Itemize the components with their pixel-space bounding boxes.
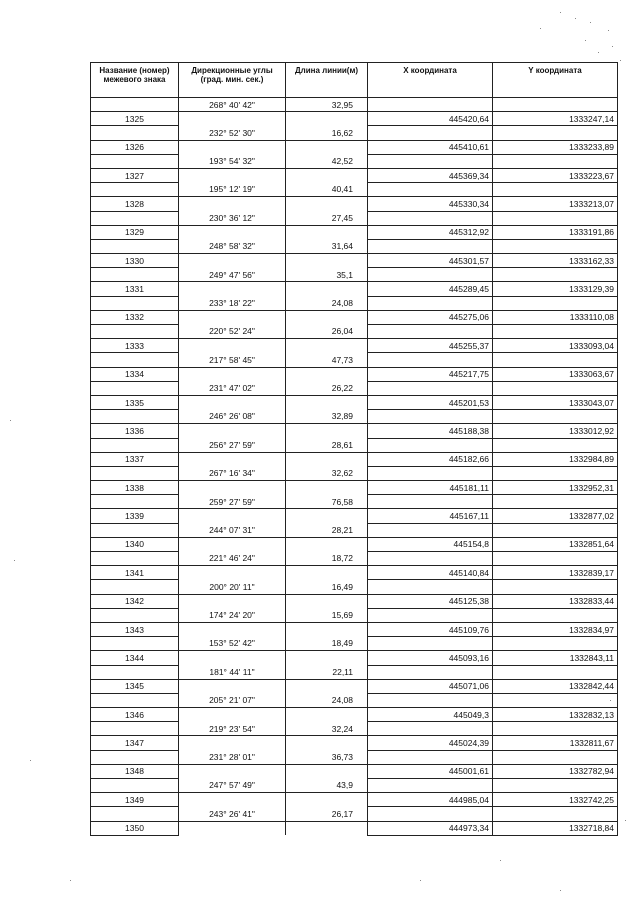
x-coordinate-cell: 445125,38 bbox=[368, 594, 493, 608]
y-coordinate-cell: 1332718,84 bbox=[493, 821, 618, 835]
x-coordinate-cell: 445049,3 bbox=[368, 708, 493, 722]
point-name-cell: 1347 bbox=[91, 736, 179, 750]
point-name-cell: 1335 bbox=[91, 395, 179, 409]
point-name-cell: 1346 bbox=[91, 708, 179, 722]
segment-row bbox=[91, 637, 618, 651]
x-coordinate-cell: 445312,92 bbox=[368, 225, 493, 239]
y-coordinate-cell: 1332742,25 bbox=[493, 793, 618, 807]
y-coordinate-cell: 1332877,02 bbox=[493, 509, 618, 523]
angle-cell: 219° 23' 54" bbox=[179, 722, 286, 736]
point-row bbox=[91, 566, 618, 580]
point-row bbox=[91, 708, 618, 722]
y-coordinate-cell: 1332782,94 bbox=[493, 764, 618, 778]
point-row bbox=[91, 339, 618, 353]
y-coordinate-cell: 1332839,17 bbox=[493, 566, 618, 580]
point-row bbox=[91, 594, 618, 608]
length-cell: 40,41 bbox=[286, 183, 368, 197]
length-cell: 28,21 bbox=[286, 523, 368, 537]
x-coordinate-cell: 445109,76 bbox=[368, 622, 493, 636]
segment-row bbox=[91, 381, 618, 395]
angle-cell: 249° 47' 56" bbox=[179, 268, 286, 282]
segment-row bbox=[91, 239, 618, 253]
length-cell: 42,52 bbox=[286, 154, 368, 168]
point-row bbox=[91, 481, 618, 495]
scan-speck bbox=[560, 890, 561, 891]
point-row bbox=[91, 282, 618, 296]
x-coordinate-cell: 444973,34 bbox=[368, 821, 493, 835]
scan-speck bbox=[575, 18, 576, 19]
y-coordinate-cell: 1332833,44 bbox=[493, 594, 618, 608]
length-cell: 36,73 bbox=[286, 750, 368, 764]
segment-row bbox=[91, 154, 618, 168]
scan-speck bbox=[30, 760, 31, 761]
scan-speck bbox=[500, 860, 501, 861]
point-row bbox=[91, 736, 618, 750]
point-name-cell: 1344 bbox=[91, 651, 179, 665]
angle-cell: 181° 44' 11" bbox=[179, 665, 286, 679]
scan-speck bbox=[10, 420, 11, 421]
point-row bbox=[91, 452, 618, 466]
table-header-row bbox=[91, 63, 618, 98]
x-coordinate-cell: 445024,39 bbox=[368, 736, 493, 750]
x-coordinate-cell: 445188,38 bbox=[368, 424, 493, 438]
x-coordinate-cell: 445071,06 bbox=[368, 679, 493, 693]
x-coordinate-cell: 445201,53 bbox=[368, 395, 493, 409]
point-name-cell: 1343 bbox=[91, 622, 179, 636]
scan-speck bbox=[14, 560, 15, 561]
point-row bbox=[91, 367, 618, 381]
segment-row bbox=[91, 495, 618, 509]
scan-speck bbox=[620, 60, 621, 61]
x-coordinate-cell: 445420,64 bbox=[368, 112, 493, 126]
point-row bbox=[91, 793, 618, 807]
point-name-cell: 1334 bbox=[91, 367, 179, 381]
point-name-cell: 1331 bbox=[91, 282, 179, 296]
angle-cell: 231° 28' 01" bbox=[179, 750, 286, 764]
angle-cell: 221° 46' 24" bbox=[179, 552, 286, 566]
x-coordinate-cell: 445093,16 bbox=[368, 651, 493, 665]
segment-row bbox=[91, 183, 618, 197]
length-cell: 32,62 bbox=[286, 466, 368, 480]
length-cell: 31,64 bbox=[286, 239, 368, 253]
segment-row bbox=[91, 126, 618, 140]
point-name-cell: 1327 bbox=[91, 168, 179, 182]
y-coordinate-cell: 1332834,97 bbox=[493, 622, 618, 636]
scan-speck bbox=[70, 880, 71, 881]
x-coordinate-cell: 445217,75 bbox=[368, 367, 493, 381]
angle-cell: 220° 52' 24" bbox=[179, 325, 286, 339]
y-coordinate-cell: 1333162,33 bbox=[493, 254, 618, 268]
point-name-cell: 1326 bbox=[91, 140, 179, 154]
x-coordinate-cell: 445410,61 bbox=[368, 140, 493, 154]
x-coordinate-cell: 445182,66 bbox=[368, 452, 493, 466]
point-row bbox=[91, 679, 618, 693]
segment-row bbox=[91, 750, 618, 764]
segment-row bbox=[91, 211, 618, 225]
y-coordinate-cell: 1333129,39 bbox=[493, 282, 618, 296]
scan-speck bbox=[610, 700, 611, 701]
angle-cell: 243° 26' 41" bbox=[179, 807, 286, 821]
length-cell: 43,9 bbox=[286, 779, 368, 793]
segment-row bbox=[91, 410, 618, 424]
x-coordinate-cell: 445301,57 bbox=[368, 254, 493, 268]
segment-row bbox=[91, 523, 618, 537]
angle-cell: 193° 54' 32" bbox=[179, 154, 286, 168]
x-coordinate-cell: 445154,8 bbox=[368, 537, 493, 551]
segment-row bbox=[91, 580, 618, 594]
point-name-cell: 1337 bbox=[91, 452, 179, 466]
scan-speck bbox=[585, 40, 586, 41]
length-cell: 32,95 bbox=[286, 98, 368, 112]
angle-cell: 267° 16' 34" bbox=[179, 466, 286, 480]
y-coordinate-cell: 1333063,67 bbox=[493, 367, 618, 381]
angle-cell: 248° 58' 32" bbox=[179, 239, 286, 253]
x-coordinate-cell: 445289,45 bbox=[368, 282, 493, 296]
segment-row bbox=[91, 438, 618, 452]
y-coordinate-cell: 1333012,92 bbox=[493, 424, 618, 438]
point-row bbox=[91, 764, 618, 778]
coordinates-table bbox=[90, 62, 618, 836]
point-row bbox=[91, 821, 618, 835]
length-cell: 18,49 bbox=[286, 637, 368, 651]
x-coordinate-cell: 445140,84 bbox=[368, 566, 493, 580]
scan-speck bbox=[608, 30, 609, 31]
y-coordinate-cell: 1333191,86 bbox=[493, 225, 618, 239]
y-coordinate-cell: 1333110,08 bbox=[493, 310, 618, 324]
point-name-cell: 1329 bbox=[91, 225, 179, 239]
scan-speck bbox=[598, 52, 599, 53]
length-cell: 22,11 bbox=[286, 665, 368, 679]
x-coordinate-cell: 445275,06 bbox=[368, 310, 493, 324]
table-body bbox=[91, 98, 618, 836]
scan-speck bbox=[540, 28, 541, 29]
y-coordinate-cell: 1332811,67 bbox=[493, 736, 618, 750]
point-name-cell: 1342 bbox=[91, 594, 179, 608]
segment-row bbox=[91, 325, 618, 339]
y-coordinate-cell: 1333093,04 bbox=[493, 339, 618, 353]
point-name-cell: 1341 bbox=[91, 566, 179, 580]
scan-speck bbox=[612, 46, 613, 47]
scan-speck bbox=[590, 22, 591, 23]
y-coordinate-cell: 1332832,13 bbox=[493, 708, 618, 722]
segment-row bbox=[91, 693, 618, 707]
x-coordinate-cell: 445167,11 bbox=[368, 509, 493, 523]
length-cell: 16,49 bbox=[286, 580, 368, 594]
segment-row bbox=[91, 98, 618, 112]
point-name-cell: 1340 bbox=[91, 537, 179, 551]
angle-cell: 259° 27' 59" bbox=[179, 495, 286, 509]
angle-cell: 246° 26' 08" bbox=[179, 410, 286, 424]
point-name-cell: 1325 bbox=[91, 112, 179, 126]
point-name-cell: 1345 bbox=[91, 679, 179, 693]
angle-cell: 256° 27' 59" bbox=[179, 438, 286, 452]
point-name-cell: 1332 bbox=[91, 310, 179, 324]
header-name: Название (номер) межевого знака bbox=[91, 63, 179, 98]
length-cell: 26,04 bbox=[286, 325, 368, 339]
scan-speck bbox=[625, 820, 626, 821]
segment-row bbox=[91, 807, 618, 821]
point-row bbox=[91, 225, 618, 239]
point-name-cell: 1330 bbox=[91, 254, 179, 268]
angle-cell: 217° 58' 45" bbox=[179, 353, 286, 367]
y-coordinate-cell: 1333247,14 bbox=[493, 112, 618, 126]
y-coordinate-cell: 1333213,07 bbox=[493, 197, 618, 211]
point-name-cell: 1339 bbox=[91, 509, 179, 523]
point-row bbox=[91, 140, 618, 154]
length-cell: 32,24 bbox=[286, 722, 368, 736]
y-coordinate-cell: 1333223,67 bbox=[493, 168, 618, 182]
segment-row bbox=[91, 552, 618, 566]
angle-cell: 233° 18' 22" bbox=[179, 296, 286, 310]
y-coordinate-cell: 1332842,44 bbox=[493, 679, 618, 693]
angle-cell: 231° 47' 02" bbox=[179, 381, 286, 395]
length-cell: 28,61 bbox=[286, 438, 368, 452]
segment-row bbox=[91, 722, 618, 736]
segment-row bbox=[91, 466, 618, 480]
point-row bbox=[91, 537, 618, 551]
length-cell: 76,58 bbox=[286, 495, 368, 509]
point-row bbox=[91, 424, 618, 438]
y-coordinate-cell: 1332851,64 bbox=[493, 537, 618, 551]
point-name-cell: 1336 bbox=[91, 424, 179, 438]
length-cell: 35,1 bbox=[286, 268, 368, 282]
angle-cell: 247° 57' 49" bbox=[179, 779, 286, 793]
length-cell: 47,73 bbox=[286, 353, 368, 367]
length-cell: 16,62 bbox=[286, 126, 368, 140]
point-row bbox=[91, 622, 618, 636]
point-name-cell: 1333 bbox=[91, 339, 179, 353]
angle-cell: 195° 12' 19" bbox=[179, 183, 286, 197]
length-cell: 26,22 bbox=[286, 381, 368, 395]
point-row bbox=[91, 310, 618, 324]
point-name-cell: 1350 bbox=[91, 821, 179, 835]
segment-row bbox=[91, 608, 618, 622]
y-coordinate-cell: 1333233,89 bbox=[493, 140, 618, 154]
y-coordinate-cell: 1332984,89 bbox=[493, 452, 618, 466]
point-row bbox=[91, 395, 618, 409]
length-cell: 24,08 bbox=[286, 693, 368, 707]
point-name-cell: 1348 bbox=[91, 764, 179, 778]
segment-row bbox=[91, 268, 618, 282]
segment-row bbox=[91, 779, 618, 793]
segment-row bbox=[91, 296, 618, 310]
length-cell: 26,17 bbox=[286, 807, 368, 821]
segment-row bbox=[91, 665, 618, 679]
length-cell: 15,69 bbox=[286, 608, 368, 622]
header-x: X координата bbox=[368, 63, 493, 98]
angle-cell: 200° 20' 11" bbox=[179, 580, 286, 594]
x-coordinate-cell: 445001,61 bbox=[368, 764, 493, 778]
x-coordinate-cell: 445369,34 bbox=[368, 168, 493, 182]
angle-cell: 174° 24' 20" bbox=[179, 608, 286, 622]
angle-cell: 230° 36' 12" bbox=[179, 211, 286, 225]
angle-cell: 153° 52' 42" bbox=[179, 637, 286, 651]
length-cell: 24,08 bbox=[286, 296, 368, 310]
x-coordinate-cell: 445255,37 bbox=[368, 339, 493, 353]
y-coordinate-cell: 1332843,11 bbox=[493, 651, 618, 665]
point-row bbox=[91, 509, 618, 523]
angle-cell: 205° 21' 07" bbox=[179, 693, 286, 707]
y-coordinate-cell: 1333043,07 bbox=[493, 395, 618, 409]
point-row bbox=[91, 112, 618, 126]
length-cell: 18,72 bbox=[286, 552, 368, 566]
point-name-cell: 1328 bbox=[91, 197, 179, 211]
point-row bbox=[91, 197, 618, 211]
length-cell: 27,45 bbox=[286, 211, 368, 225]
point-name-cell: 1338 bbox=[91, 481, 179, 495]
scan-speck bbox=[420, 880, 421, 881]
point-row bbox=[91, 168, 618, 182]
header-y: Y координата bbox=[493, 63, 618, 98]
x-coordinate-cell: 445330,34 bbox=[368, 197, 493, 211]
angle-cell: 244° 07' 31" bbox=[179, 523, 286, 537]
header-angle: Дирекционные углы (град. мин. сек.) bbox=[179, 63, 286, 98]
header-length: Длина линии(м) bbox=[286, 63, 368, 98]
length-cell: 32,89 bbox=[286, 410, 368, 424]
x-coordinate-cell: 445181,11 bbox=[368, 481, 493, 495]
angle-cell: 268° 40' 42" bbox=[179, 98, 286, 112]
point-name-cell: 1349 bbox=[91, 793, 179, 807]
x-coordinate-cell: 444985,04 bbox=[368, 793, 493, 807]
point-row bbox=[91, 254, 618, 268]
point-row bbox=[91, 651, 618, 665]
scan-speck bbox=[560, 12, 561, 13]
segment-row bbox=[91, 353, 618, 367]
y-coordinate-cell: 1332952,31 bbox=[493, 481, 618, 495]
angle-cell: 232° 52' 30" bbox=[179, 126, 286, 140]
